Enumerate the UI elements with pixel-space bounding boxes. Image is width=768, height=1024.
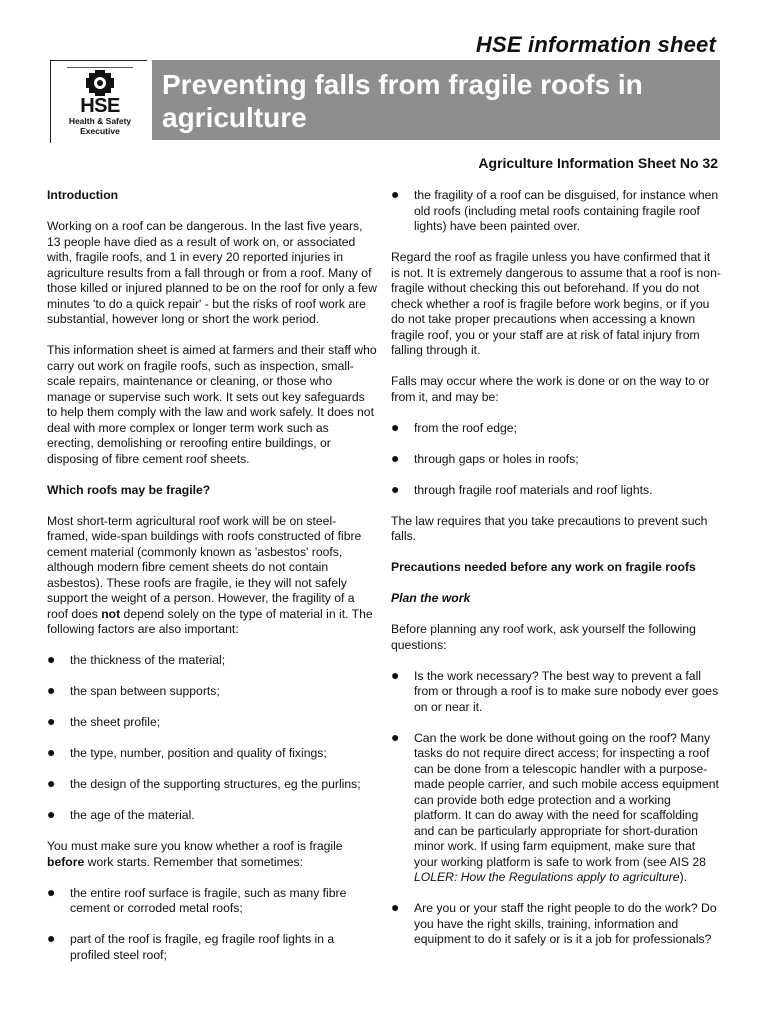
bullet-icon: ● xyxy=(47,930,56,946)
paragraph: Regard the roof as fragile unless you have confirmed that it is not. It is extremely dangerous to assume that a roof is non-fragile without checking this out beforehand. If you do not check whether a roof is fragile before work begins, or if you do not take proper precautions when accessing a known fragile roof, you or your staff are at risk of fatal injury from falling through it. xyxy=(391,250,721,357)
section-heading: Precautions needed before any work on fragile roofs xyxy=(391,560,696,574)
section-heading: Introduction xyxy=(47,188,119,202)
list-item xyxy=(47,883,377,917)
list-item xyxy=(47,715,377,731)
list-item xyxy=(47,684,377,700)
list-item-text: part of the roof is fragile, eg fragile roof lights in a profiled steel roof; xyxy=(70,932,335,962)
list-item-text: the design of the supporting structures, eg the purlins; xyxy=(70,777,361,791)
logo-subtext: Health & Safety xyxy=(68,116,132,126)
list-item-text: the entire roof surface is fragile, such as many fibre cement or corroded metal roofs; xyxy=(70,885,347,915)
list-item xyxy=(47,932,377,963)
factors-list xyxy=(47,653,377,824)
text-run: Can the work be done without going on the roof? Many tasks do not require direct access; for inspecting a roof can be done from a telescopic handler with a purpose-made people carrier, and such mobile access equipment can provide both edge protection and a working platform. It can do away with the need for scaffolding and can be particularly appropriate for short-duration minor work. If using farm equipment, make sure that your working platform is safe to work from (see AIS 28 xyxy=(414,730,719,869)
sheet-label: HSE information sheet xyxy=(475,32,716,57)
bullet-icon: ● xyxy=(47,775,56,791)
emphasis: before xyxy=(47,854,85,869)
logo-subtext: Executive xyxy=(80,126,120,136)
disguised-list xyxy=(391,188,721,235)
right-column xyxy=(391,188,721,963)
text-run: You must make sure you know whether a roof is fragile xyxy=(47,839,343,853)
paragraph: Falls may occur where the work is done or on the way to or from it, and may be: xyxy=(391,374,710,404)
falls-list xyxy=(391,418,721,499)
list-item-text: through gaps or holes in roofs; xyxy=(414,451,579,466)
paragraph: Before planning any roof work, ask yourself the following questions: xyxy=(391,622,696,652)
logo-divider xyxy=(67,67,133,68)
text-run: ). xyxy=(679,870,688,884)
list-item-text: the span between supports; xyxy=(70,684,220,698)
bullet-icon: ● xyxy=(391,480,400,497)
list-item xyxy=(391,418,721,437)
title-bar xyxy=(152,60,720,140)
list-item xyxy=(391,480,721,499)
paragraph: This information sheet is aimed at farmers and their staff who carry out work on fragile roofs, such as inspection, small-scale repairs, maintenance or cleaning, or those who manage or supervise such work. It sets out key safeguards to help them comply with the law and work safely. It does not deal with more complex or longer term work such as erecting, demolishing or reroofing entire buildings, or disposing of fibre cement roof sheets. xyxy=(47,343,377,466)
bullet-icon: ● xyxy=(47,744,56,760)
list-item-text: the sheet profile; xyxy=(70,715,161,729)
list-item xyxy=(391,188,721,235)
bullet-icon: ● xyxy=(391,418,400,435)
section-heading: Which roofs may be fragile? xyxy=(47,482,211,497)
bullet-icon: ● xyxy=(47,651,56,667)
sometimes-list xyxy=(47,883,377,964)
text-run: work starts. Remember that sometimes: xyxy=(84,854,304,869)
left-column xyxy=(47,188,377,979)
list-item xyxy=(47,808,377,824)
list-item-text: from the roof edge; xyxy=(414,420,517,435)
subsection-heading: Plan the work xyxy=(391,591,471,605)
list-item-text: Are you or your staff the right people to do the work? Do you have the right skills, training, information and equipment to do it safely or is it a job for professionals? xyxy=(414,901,717,946)
list-item xyxy=(47,653,377,669)
publication-title: LOLER: How the Regulations apply to agriculture xyxy=(414,870,680,884)
list-item xyxy=(391,449,721,468)
list-item xyxy=(47,746,377,762)
bullet-icon: ● xyxy=(391,186,400,202)
paragraph: Working on a roof can be dangerous. In the last five years, 13 people have died as a result of work on, or associated with, fragile roofs, and 1 in every 20 reported injuries in agriculture results from a fall through or from a roof. Many of those killed or injured planned to be on the roof for only a few minutes 'to do a quick repair' - but the risks of roof work are substantial, however long or short the work period. xyxy=(47,219,377,326)
bullet-icon: ● xyxy=(391,728,400,745)
paragraph xyxy=(47,514,377,638)
list-item-text: the thickness of the material; xyxy=(70,653,226,667)
list-item-text: the fragility of a roof can be disguised, for instance when old roofs (including metal roofs containing fragile roof lights) have been painted over. xyxy=(414,188,719,233)
bullet-icon: ● xyxy=(391,899,400,915)
paragraph: The law requires that you take precautions to prevent such falls. xyxy=(391,513,708,543)
list-item-text: the age of the material. xyxy=(70,808,195,822)
paragraph xyxy=(47,839,377,870)
text-run: depend solely on the type of material in it. The following factors are also important: xyxy=(47,606,373,636)
text-run: Most short-term agricultural roof work will be on steel-framed, wide-span buildings with roofs constructed of fibre cement material (commonly known as 'asbestos' roofs, although modern fibre cement sheets do not contain asbestos). These roofs are fragile, ie they will not safely support the weight of a person. However, the fragility of a roof does xyxy=(47,513,362,621)
list-item xyxy=(47,777,377,793)
logo-text: HSE xyxy=(80,95,120,117)
questions-list xyxy=(391,666,721,948)
list-item-text: through fragile roof materials and roof lights. xyxy=(414,482,653,497)
bullet-icon: ● xyxy=(47,713,56,729)
hse-emblem-icon xyxy=(83,70,117,96)
list-item-text: the type, number, position and quality of fixings; xyxy=(70,746,327,760)
sheet-number: Agriculture Information Sheet No 32 xyxy=(478,155,718,171)
emphasis: not xyxy=(101,606,121,621)
list-item xyxy=(391,728,721,886)
list-item xyxy=(391,901,721,948)
page-title: Preventing falls from fragile roofs in agriculture xyxy=(162,69,643,133)
list-item-text: Is the work necessary? The best way to prevent a fall from or through a roof is to make sure nobody ever goes on or near it. xyxy=(414,668,719,714)
bullet-icon: ● xyxy=(47,883,56,900)
hse-logo xyxy=(50,60,147,143)
bullet-icon: ● xyxy=(391,449,400,466)
list-item xyxy=(391,666,721,716)
bullet-icon: ● xyxy=(47,806,56,822)
bullet-icon: ● xyxy=(47,682,56,698)
bullet-icon: ● xyxy=(391,666,400,683)
